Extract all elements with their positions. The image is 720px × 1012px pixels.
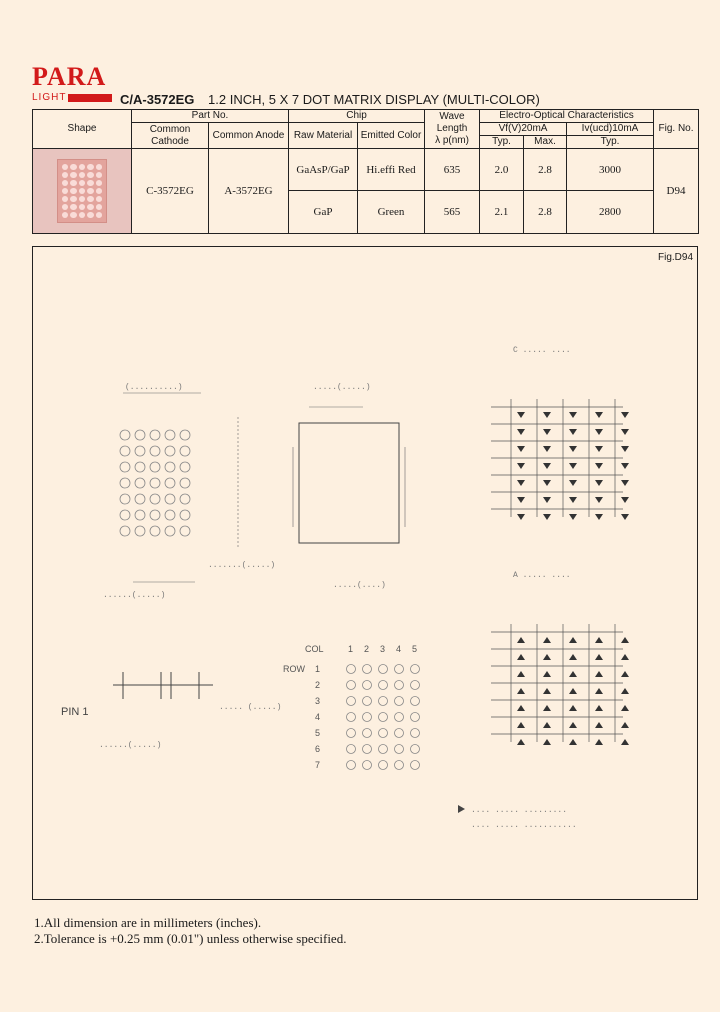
- map-dot: [379, 745, 388, 754]
- schematic-common-cathode: [491, 399, 629, 520]
- photo-dot: [87, 188, 93, 194]
- map-dot: [379, 697, 388, 706]
- spec-table: [32, 109, 699, 234]
- header-common-anode: Common Anode: [209, 123, 289, 149]
- cathode-part: C-3572EG: [132, 149, 209, 234]
- figure-label: Fig.D94: [657, 252, 693, 263]
- led-diode-icon: [621, 429, 629, 435]
- photo-dot: [79, 172, 85, 178]
- map-dot: [363, 713, 372, 722]
- led-diode-icon: [569, 480, 577, 486]
- front-dot: [150, 462, 160, 472]
- row-number: 6: [315, 744, 321, 754]
- led-diode-icon: [517, 514, 525, 520]
- led-diode-icon: [569, 637, 577, 643]
- row1-vf-typ: 2.0: [480, 149, 524, 191]
- led-diode-icon: [543, 463, 551, 469]
- led-diode-icon: [517, 688, 525, 694]
- front-dot: [135, 510, 145, 520]
- front-dot: [165, 510, 175, 520]
- led-diode-icon: [621, 480, 629, 486]
- led-diode-icon: [595, 671, 603, 677]
- row-number: 1: [315, 664, 321, 674]
- map-dot: [411, 713, 420, 722]
- photo-dot: [62, 204, 68, 210]
- photo-dot: [96, 188, 102, 194]
- front-view-dots: [120, 430, 190, 536]
- row2-material: GaP: [289, 191, 358, 234]
- front-dot: [135, 446, 145, 456]
- led-diode-icon: [621, 412, 629, 418]
- row-number: 7: [315, 760, 321, 770]
- led-diode-icon: [517, 463, 525, 469]
- front-dot: [120, 446, 130, 456]
- photo-dot: [79, 204, 85, 210]
- photo-dot: [96, 164, 102, 170]
- front-dot: [165, 462, 175, 472]
- led-diode-icon: [621, 463, 629, 469]
- front-dot: [150, 510, 160, 520]
- front-dot: [135, 478, 145, 488]
- fig-number: D94: [654, 149, 699, 234]
- row-number: 3: [315, 696, 321, 706]
- front-dot: [135, 494, 145, 504]
- led-diode-icon: [543, 739, 551, 745]
- led-diode-icon: [543, 446, 551, 452]
- led-diode-icon: [595, 463, 603, 469]
- front-dot: [165, 446, 175, 456]
- map-dot: [411, 681, 420, 690]
- col-number: 3: [380, 644, 386, 654]
- figure-box: [32, 246, 698, 900]
- header-part-no: Part No.: [132, 110, 289, 123]
- row2-iv-typ: 2800: [567, 191, 654, 234]
- front-dot: [120, 526, 130, 536]
- map-dot: [379, 761, 388, 770]
- shape-image: [33, 149, 132, 234]
- header-wave-label: Wave Length: [436, 111, 468, 134]
- front-dot: [120, 462, 130, 472]
- led-diode-icon: [517, 654, 525, 660]
- led-diode-icon: [569, 671, 577, 677]
- photo-dot: [96, 212, 102, 218]
- header-wave-length: [425, 110, 480, 149]
- led-diode-icon: [595, 412, 603, 418]
- led-diode-icon: [595, 722, 603, 728]
- map-dot: [347, 665, 356, 674]
- map-dot: [395, 665, 404, 674]
- pin-offset-label: ..... (.....): [219, 703, 282, 712]
- schematic-c-title: C ..... ....: [513, 346, 571, 355]
- pin1-label: PIN 1: [61, 706, 89, 718]
- led-diode-icon: [517, 705, 525, 711]
- led-diode-icon: [621, 514, 629, 520]
- photo-dot: [62, 164, 68, 170]
- led-diode-icon: [569, 412, 577, 418]
- photo-dot: [62, 172, 68, 178]
- part-number: C/A-3572EG: [120, 92, 195, 107]
- map-dot: [347, 713, 356, 722]
- row2-color: Green: [358, 191, 425, 234]
- pin-map-dots: [347, 665, 420, 770]
- front-pitch-label: .......(.....): [208, 561, 276, 570]
- logo-brand: PARA: [32, 62, 107, 91]
- side-bottom-label: .....(....): [333, 581, 386, 590]
- led-diode-icon: [621, 637, 629, 643]
- legend-arrow-icon: [458, 805, 465, 813]
- title-description: 1.2 INCH, 5 X 7 DOT MATRIX DISPLAY (MULTI-COLOR): [208, 92, 540, 107]
- photo-dot: [62, 180, 68, 186]
- map-dot: [363, 761, 372, 770]
- map-dot: [363, 745, 372, 754]
- led-diode-icon: [595, 497, 603, 503]
- map-dot: [363, 729, 372, 738]
- schematic-a-title: A ..... ....: [513, 571, 571, 580]
- map-dot: [347, 745, 356, 754]
- led-diode-icon: [621, 446, 629, 452]
- map-dot: [411, 745, 420, 754]
- photo-dot: [70, 188, 76, 194]
- dimension-drawing: [33, 247, 697, 899]
- map-dot: [347, 697, 356, 706]
- map-dot: [395, 761, 404, 770]
- logo-sub: LIGHT: [32, 92, 67, 103]
- led-diode-icon: [517, 722, 525, 728]
- row2-wave: 565: [425, 191, 480, 234]
- led-diode-icon: [543, 480, 551, 486]
- col-label: COL: [305, 644, 324, 654]
- note-1: 1.All dimension are in millimeters (inches).: [34, 915, 262, 930]
- note-2: 2.Tolerance is +0.25 mm (0.01") unless otherwise specified.: [34, 931, 347, 946]
- map-dot: [363, 665, 372, 674]
- led-diode-icon: [543, 671, 551, 677]
- led-diode-icon: [595, 637, 603, 643]
- anode-part: A-3572EG: [209, 149, 289, 234]
- map-dot: [411, 697, 420, 706]
- row1-wave: 635: [425, 149, 480, 191]
- led-diode-icon: [543, 688, 551, 694]
- side-top-label: .....(.....): [313, 383, 371, 392]
- led-diode-icon: [517, 739, 525, 745]
- led-diode-icon: [595, 446, 603, 452]
- map-dot: [379, 713, 388, 722]
- led-diode-icon: [517, 497, 525, 503]
- header-vf-max: Max.: [524, 136, 567, 149]
- led-diode-icon: [543, 722, 551, 728]
- led-diode-icon: [621, 722, 629, 728]
- photo-dot: [79, 196, 85, 202]
- map-dot: [347, 761, 356, 770]
- led-diode-icon: [569, 463, 577, 469]
- led-diode-icon: [543, 654, 551, 660]
- led-diode-icon: [595, 480, 603, 486]
- led-diode-icon: [595, 705, 603, 711]
- header-eo: Electro-Optical Characteristics: [480, 110, 654, 123]
- front-dot: [180, 462, 190, 472]
- map-dot: [411, 729, 420, 738]
- front-dot: [180, 526, 190, 536]
- led-diode-icon: [517, 480, 525, 486]
- led-diode-icon: [543, 429, 551, 435]
- photo-dot: [62, 188, 68, 194]
- legend-line-1: .... ..... .........: [471, 806, 568, 815]
- photo-dot: [87, 212, 93, 218]
- photo-dot: [62, 196, 68, 202]
- photo-dot: [70, 196, 76, 202]
- photo-dot: [79, 164, 85, 170]
- front-dot: [180, 510, 190, 520]
- notes: [34, 915, 346, 947]
- schematic-common-anode: [491, 624, 629, 745]
- front-dot: [165, 494, 175, 504]
- led-diode-icon: [569, 446, 577, 452]
- header-wave-unit: λ p(nm): [435, 135, 469, 146]
- map-dot: [395, 713, 404, 722]
- col-numbers: [348, 644, 417, 654]
- front-dot: [180, 494, 190, 504]
- front-dot: [120, 510, 130, 520]
- row-number: 5: [315, 728, 321, 738]
- photo-dot: [87, 164, 93, 170]
- front-dot: [120, 430, 130, 440]
- front-dot: [135, 462, 145, 472]
- photo-dot: [87, 172, 93, 178]
- map-dot: [347, 729, 356, 738]
- led-diode-icon: [569, 688, 577, 694]
- col-number: 5: [412, 644, 418, 654]
- map-dot: [411, 761, 420, 770]
- pin-spacing-label: ......(.....): [99, 741, 162, 750]
- led-diode-icon: [621, 654, 629, 660]
- led-diode-icon: [595, 429, 603, 435]
- map-dot: [363, 697, 372, 706]
- led-diode-icon: [517, 637, 525, 643]
- photo-dot: [96, 204, 102, 210]
- col-number: 1: [348, 644, 354, 654]
- led-diode-icon: [543, 705, 551, 711]
- photo-dot: [70, 172, 76, 178]
- map-dot: [411, 665, 420, 674]
- dot-matrix-photo: [57, 159, 107, 223]
- para-light-logo: [32, 64, 112, 108]
- photo-dot: [70, 180, 76, 186]
- led-diode-icon: [621, 739, 629, 745]
- header-shape: Shape: [33, 110, 132, 149]
- photo-dot: [87, 180, 93, 186]
- photo-dot: [70, 212, 76, 218]
- led-diode-icon: [621, 705, 629, 711]
- map-dot: [395, 729, 404, 738]
- header-raw-material: Raw Material: [289, 123, 358, 149]
- led-diode-icon: [569, 705, 577, 711]
- front-dot: [120, 494, 130, 504]
- row1-color: Hi.effi Red: [358, 149, 425, 191]
- photo-dot: [70, 204, 76, 210]
- led-diode-icon: [543, 514, 551, 520]
- led-diode-icon: [569, 722, 577, 728]
- front-dot: [180, 478, 190, 488]
- photo-dot: [79, 188, 85, 194]
- led-diode-icon: [569, 497, 577, 503]
- header-vf: Vf(V)20mA: [480, 123, 567, 136]
- front-dot: [135, 430, 145, 440]
- led-diode-icon: [621, 671, 629, 677]
- led-diode-icon: [543, 497, 551, 503]
- map-dot: [363, 681, 372, 690]
- legend-line-2: .... ..... ...........: [471, 821, 577, 830]
- led-diode-icon: [543, 412, 551, 418]
- header-emitted-color: Emitted Color: [358, 123, 425, 149]
- led-diode-icon: [595, 688, 603, 694]
- row-numbers: [315, 664, 320, 770]
- header-iv-typ: Typ.: [567, 136, 654, 149]
- header-chip: Chip: [289, 110, 425, 123]
- photo-dot: [70, 164, 76, 170]
- front-width-label: (..........): [125, 383, 183, 392]
- led-diode-icon: [595, 654, 603, 660]
- row1-iv-typ: 3000: [567, 149, 654, 191]
- led-diode-icon: [569, 429, 577, 435]
- photo-dot: [62, 212, 68, 218]
- front-dot: [150, 526, 160, 536]
- front-dot: [120, 478, 130, 488]
- photo-dot: [79, 212, 85, 218]
- front-dot: [165, 526, 175, 536]
- map-dot: [347, 681, 356, 690]
- row-number: 2: [315, 680, 321, 690]
- front-dot: [150, 478, 160, 488]
- map-dot: [395, 745, 404, 754]
- led-diode-icon: [517, 412, 525, 418]
- col-number: 4: [396, 644, 402, 654]
- map-dot: [379, 665, 388, 674]
- row-number: 4: [315, 712, 321, 722]
- row1-vf-max: 2.8: [524, 149, 567, 191]
- front-dot: [165, 430, 175, 440]
- photo-dot: [96, 172, 102, 178]
- led-diode-icon: [543, 637, 551, 643]
- row2-vf-max: 2.8: [524, 191, 567, 234]
- front-dot: [150, 494, 160, 504]
- map-dot: [395, 697, 404, 706]
- col-number: 2: [364, 644, 370, 654]
- photo-dot: [96, 180, 102, 186]
- header-fig-no: Fig. No.: [654, 110, 699, 149]
- led-diode-icon: [569, 654, 577, 660]
- led-diode-icon: [595, 514, 603, 520]
- led-diode-icon: [595, 739, 603, 745]
- led-diode-icon: [621, 688, 629, 694]
- front-bottom-label: ......(.....): [103, 591, 166, 600]
- front-dot: [150, 446, 160, 456]
- led-diode-icon: [517, 446, 525, 452]
- led-diode-icon: [569, 514, 577, 520]
- logo-bar: [68, 94, 112, 102]
- map-dot: [395, 681, 404, 690]
- row2-vf-typ: 2.1: [480, 191, 524, 234]
- header-common-cathode: Common Cathode: [132, 123, 209, 149]
- document-title: [120, 92, 540, 107]
- led-diode-icon: [517, 671, 525, 677]
- front-dot: [150, 430, 160, 440]
- led-diode-icon: [569, 739, 577, 745]
- map-dot: [379, 681, 388, 690]
- front-dot: [135, 526, 145, 536]
- photo-dot: [96, 196, 102, 202]
- photo-dot: [79, 180, 85, 186]
- row-label: ROW: [283, 664, 305, 674]
- front-dot: [180, 430, 190, 440]
- front-dot: [165, 478, 175, 488]
- photo-dot: [87, 204, 93, 210]
- led-diode-icon: [517, 429, 525, 435]
- led-diode-icon: [621, 497, 629, 503]
- photo-dot: [87, 196, 93, 202]
- header-iv: Iv(ucd)10mA: [567, 123, 654, 136]
- front-dot: [180, 446, 190, 456]
- row1-material: GaAsP/GaP: [289, 149, 358, 191]
- map-dot: [379, 729, 388, 738]
- header-vf-typ: Typ.: [480, 136, 524, 149]
